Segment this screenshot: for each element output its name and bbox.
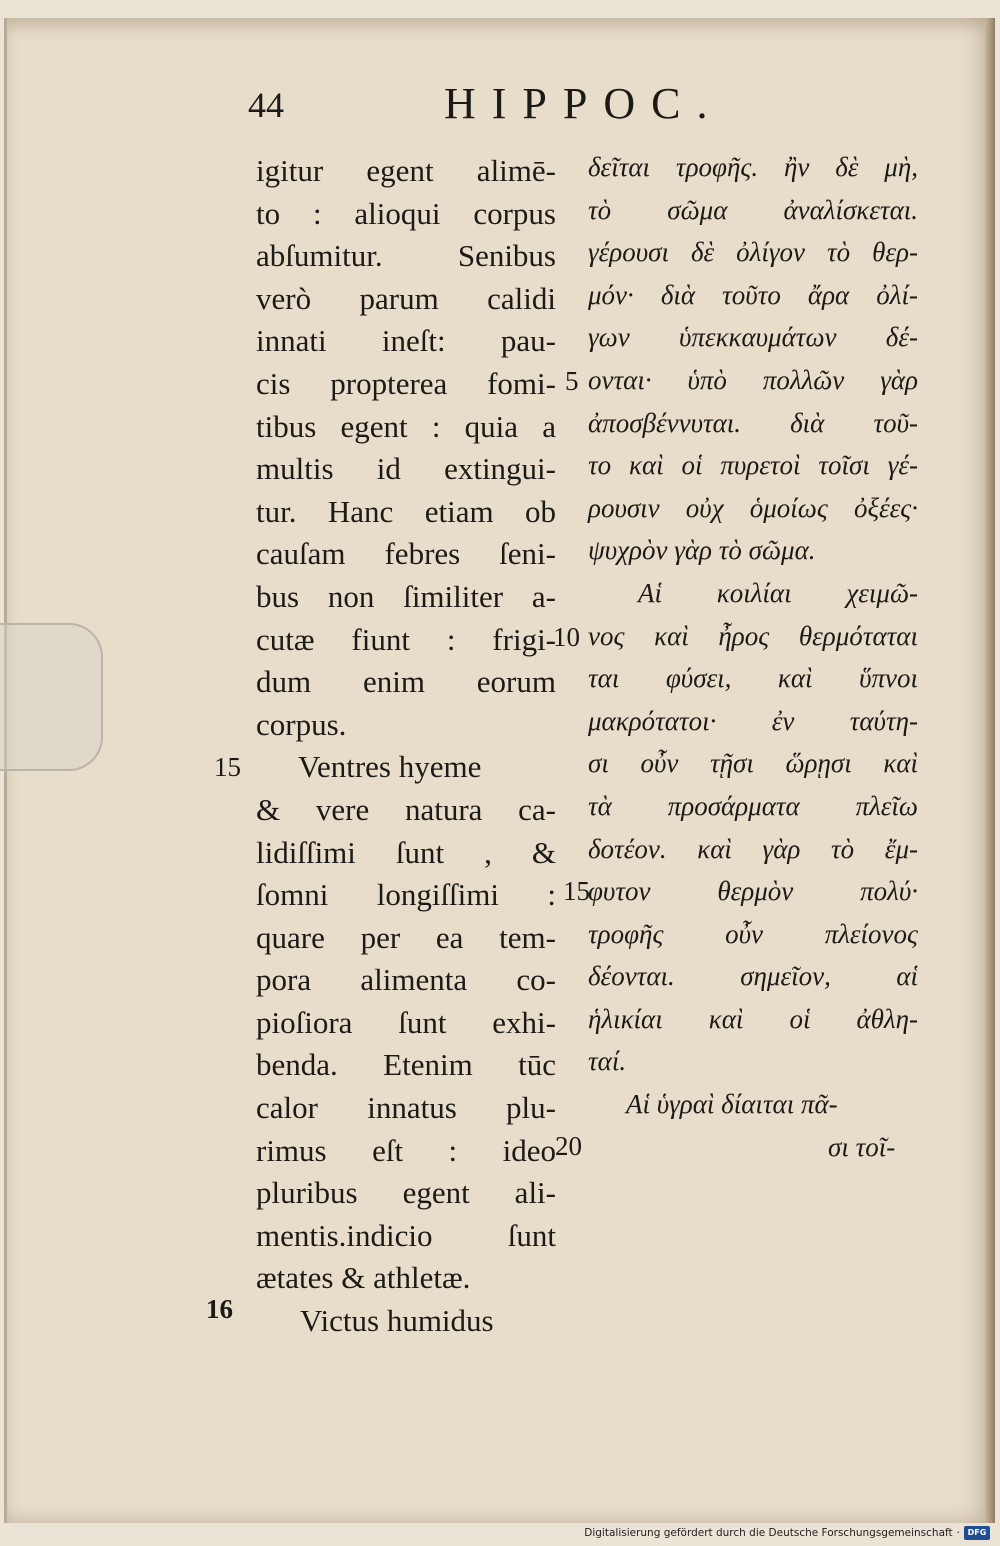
latin-text-line: innati ineſt: pau- [256,323,556,359]
greek-text-line: ταί. [588,1046,627,1077]
latin-text-line: tibus egent : quia a [256,408,556,444]
line-number-16: 16 [206,1294,233,1324]
greek-text-line: Αἱ ὑγραὶ δίαιται πᾶ- [626,1089,838,1120]
greek-text-line: γέρουσι δὲ ὀλίγον τὸ θερ- [588,237,918,268]
greek-text-line: μακρότατοι· ἐν ταύτη- [588,705,918,736]
latin-text-line: verò parum calidi [256,280,556,316]
greek-text-line: μόν· διὰ τοῦτο ἄρα ὀλί- [588,279,918,310]
latin-text-line: mentis.indicio ſunt [256,1217,556,1253]
latin-text-line: benda. Etenim tūc [256,1047,556,1083]
latin-text-line: pora alimenta co- [256,962,556,998]
greek-text-line: ρουσιν οὐχ ὁμοίως ὀξέες· [588,492,918,523]
greek-text-line: σι οὖν τῇσι ὥρῃσι καὶ [588,748,918,779]
greek-text-line: δεῖται τροφῆς. ἢν δὲ μὴ, [588,152,918,182]
latin-column [256,150,556,1343]
latin-text-line: multis id extingui- [256,451,556,487]
line-number-10: 10 [553,622,580,652]
latin-text-line: igitur egent alimē- [256,153,556,188]
latin-text-line: tur. Hanc etiam ob [256,493,556,529]
greek-text-line: τὰ προσάρματα πλεῖω [588,790,918,821]
credit-text: Digitalisierung gefördert durch die Deutsche Forschungsgemeinschaft [584,1527,953,1539]
latin-text-line: bus non ſimiliter a- [256,578,556,614]
greek-text-line: τροφῆς οὖν πλείονος [588,918,918,949]
greek-text-line: ἀποσβέννυται. διὰ τοῦ- [588,407,918,438]
book-spine-shadow [985,18,995,1523]
latin-text-line: cutæ fiunt : frigi- [256,621,556,657]
greek-text-line: γων ὑπεκκαυμάτων δέ- [588,322,918,353]
line-number-15-latin: 15 [214,752,241,782]
page-clip [0,623,103,771]
greek-text-line: Αἱ κοιλίαι χειμῶ- [638,577,918,608]
greek-text-line: δέονται. σημεῖον, αἱ [588,961,918,992]
latin-text-line: calor innatus plu- [256,1090,556,1126]
latin-text-line: Victus humidus [300,1303,494,1339]
greek-text-line: σι τοῖ- [828,1131,896,1162]
dfg-logo: DFG [964,1526,990,1540]
greek-text-line: ονται· ὑπὸ πολλῶν γὰρ [588,364,918,395]
page-header [248,78,748,128]
line-number-15-greek: 15 [563,876,590,906]
latin-text-line: Ventres hyeme [298,749,482,785]
greek-text-line: το καὶ οἱ πυρετοὶ τοῖσι γέ- [588,450,918,481]
latin-text-line: dum enim eorum [256,664,556,700]
line-number-20: 20 [555,1131,582,1161]
page-number: 44 [248,85,284,125]
latin-text-line: pluribus egent ali- [256,1175,556,1211]
latin-text-line: abſumitur. Senibus [256,238,556,274]
latin-text-line: quare per ea tem- [256,919,556,955]
latin-text-line: corpus. [256,706,347,742]
latin-text-line: pioſiora ſunt exhi- [256,1004,556,1040]
latin-text-line: to : alioqui corpus [256,195,556,231]
greek-text-line: ψυχρὸν γὰρ τὸ σῶμα. [588,535,816,566]
running-title: HIPPOC. [444,79,724,128]
latin-text-line: rimus eſt : ideo [256,1132,556,1168]
greek-column [588,146,918,1168]
greek-text-line: ται φύσει, καὶ ὕπνοι [588,663,918,694]
greek-text-line: νος καὶ ἦρος θερμόταται [588,620,918,651]
latin-text-line: lidiſſimi ſunt , & [256,834,556,870]
latin-text-line: & vere natura ca- [256,791,556,827]
latin-text-line: ſomni longiſſimi : [256,877,556,913]
latin-text-line: cis propterea fomi- [256,365,556,401]
line-number-5: 5 [565,366,579,396]
greek-text-line: δοτέον. καὶ γὰρ τὸ ἔμ- [588,833,918,864]
greek-text-line: φυτον θερμὸν πολύ· [588,876,918,907]
latin-text-line: cauſam febres ſeni- [256,536,556,572]
digitization-credit: Digitalisierung gefördert durch die Deutsche Forschungsgemeinschaft · DFG [584,1524,990,1542]
greek-text-line: ἡλικίαι καὶ οἱ ἀθλη- [588,1003,918,1034]
latin-text-line: ætates & athletæ. [256,1260,471,1296]
greek-text-line: τὸ σῶμα ἀναλίσκεται. [588,194,918,225]
